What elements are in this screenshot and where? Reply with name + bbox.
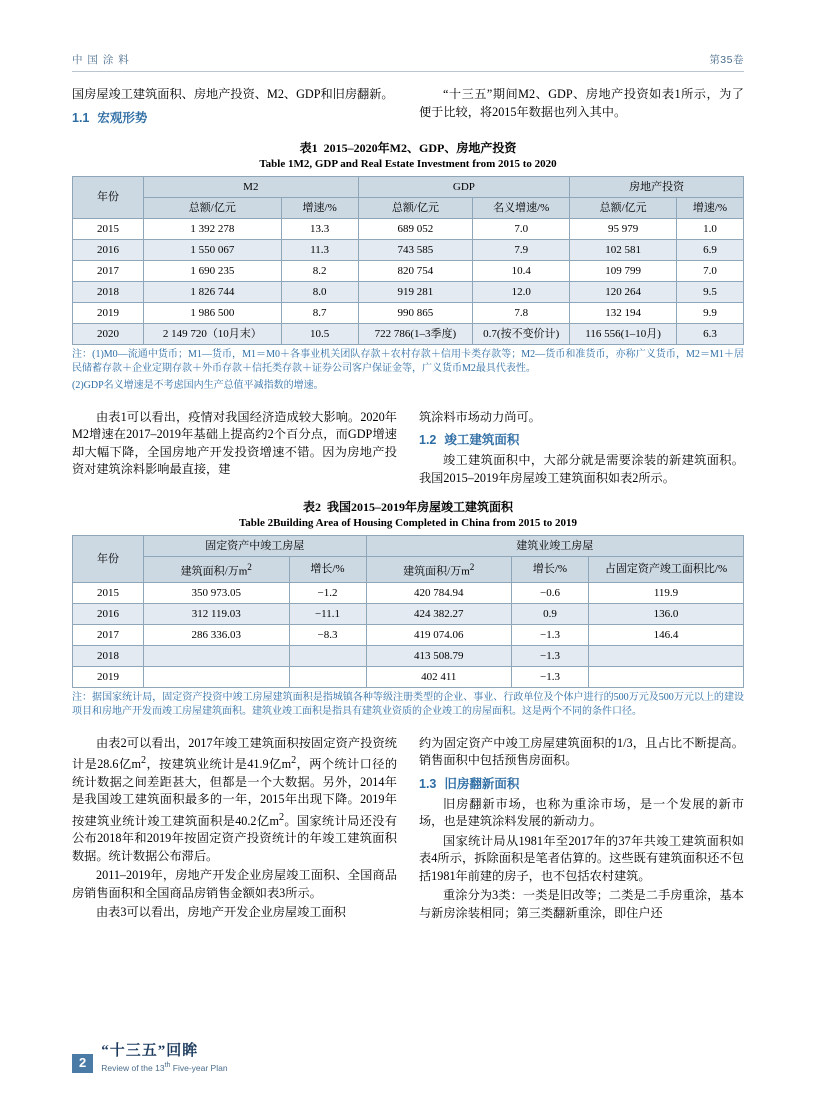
cell: 109 799 (570, 260, 677, 281)
th-fixed-assets: 固定资产中竣工房屋 (144, 536, 367, 557)
cell: 6.3 (677, 323, 744, 344)
paragraph: 重涂分为3类：一类是旧改等；二类是二手房重涂，基本与新房涂装相同；第三类翻新重涂，即住户还 (419, 888, 744, 920)
cell: 419 074.06 (366, 624, 512, 645)
cell: 132 194 (570, 302, 677, 323)
cell: 990 865 (358, 302, 473, 323)
cell: 820 754 (358, 260, 473, 281)
table-1-note-1: 注：(1)M0—流通中货币；M1—货币，M1＝M0＋各事业机关团队存款＋农村存款＋信用卡类存款等；M2—货币和准货币，亦称广义货币，M2＝M1＋居民储蓄存款＋企业定期存款＋外币存款＋信托类存款＋证券公司客户保证金等，广义货币M2最具代表性。 (72, 348, 744, 374)
th-sub-3: 增长/% (512, 557, 589, 583)
bottom-left-column (72, 735, 397, 925)
th-sub-4: 占固定资产竣工面积比/% (589, 557, 744, 583)
table-2-block (72, 499, 744, 719)
middle-columns (72, 409, 744, 490)
section-title: 宏观形势 (97, 110, 148, 125)
cell: 2018 (73, 281, 144, 302)
cell: 312 119.03 (144, 603, 290, 624)
cell: 7.0 (677, 260, 744, 281)
table-2-caption-en (72, 516, 744, 531)
cell: 424 382.27 (366, 603, 512, 624)
cell (289, 666, 366, 687)
cell: 2019 (73, 302, 144, 323)
cell: 2017 (73, 260, 144, 281)
cell: 286 336.03 (144, 624, 290, 645)
cell: 119.9 (589, 582, 744, 603)
cell: −1.3 (512, 645, 589, 666)
th-sub-3: 名义增速/% (473, 197, 570, 218)
volume-label: 第35卷 (709, 54, 744, 66)
cell: 7.9 (473, 239, 570, 260)
bottom-right-column (419, 735, 744, 925)
cell: −1.3 (512, 624, 589, 645)
paragraph: 旧房翻新市场，也称为重涂市场，是一个发展的新市场，也是建筑涂料发展的新动力。 (419, 796, 744, 829)
table-row (73, 666, 744, 687)
top-left-column (72, 86, 397, 130)
cell: 10.5 (281, 323, 358, 344)
table-1-number-cn: 表1 (299, 140, 318, 155)
cell: 0.7(按不变价计) (473, 323, 570, 344)
cell: 9.5 (677, 281, 744, 302)
cell: 1 392 278 (144, 218, 282, 239)
table-row (73, 603, 744, 624)
cell: 10.4 (473, 260, 570, 281)
section-number: 1.1 (72, 110, 90, 125)
section-number: 1.3 (419, 776, 437, 791)
cell: 146.4 (589, 624, 744, 645)
table-1-number-en: Table 1 (259, 157, 294, 170)
th-construction-industry: 建筑业竣工房屋 (366, 536, 744, 557)
top-right-column (419, 86, 744, 130)
cell: −8.3 (289, 624, 366, 645)
th-year: 年份 (73, 536, 144, 583)
section-heading-1-2 (419, 430, 744, 448)
section-heading-1-1 (72, 108, 397, 126)
table-row (73, 624, 744, 645)
table-2-number-cn: 表2 (302, 500, 321, 514)
table-1-body (73, 218, 744, 344)
paragraph: 国房屋竣工建筑面积、房地产投资、M2、GDP和旧房翻新。 (72, 87, 394, 101)
cell: 8.2 (281, 260, 358, 281)
cell: −0.6 (512, 582, 589, 603)
table-1-title-en: M2, GDP and Real Estate Investment from 2015 to 2020 (293, 157, 557, 170)
section-number: 1.2 (419, 433, 437, 447)
paragraph: “十三五”期间M2、GDP、房地产投资如表1所示，为了便于比较，将2015年数据也列入其中。 (419, 87, 744, 119)
cell: 2017 (73, 624, 144, 645)
cell: −1.3 (512, 666, 589, 687)
cell: 102 581 (570, 239, 677, 260)
cell: 2016 (73, 239, 144, 260)
paragraph: 2011–2019年，房地产开发企业房屋竣工面积、全国商品房销售面积和全国商品房销售金额如表3所示。 (72, 868, 397, 900)
cell: 1.0 (677, 218, 744, 239)
cell: 120 264 (570, 281, 677, 302)
cell: 6.9 (677, 239, 744, 260)
table-row (73, 645, 744, 666)
running-head (72, 52, 744, 72)
paragraph: 由表3可以看出，房地产开发企业房屋竣工面积 (96, 905, 346, 920)
th-realestate: 房地产投资 (570, 176, 744, 197)
cell: 7.0 (473, 218, 570, 239)
table-2-note: 注：据国家统计局，固定资产投资中竣工房屋建筑面积是指城镇各种等级注册类型的企业、事业、行政单位及个体户进行的500万元及500万元以上的建设项目和房地产开发而竣工房屋建筑面积。建筑业竣工面积是指具有建筑业资质的企业竣工的房屋面积。这是两个不同的条件口径。 (72, 691, 744, 717)
cell (289, 645, 366, 666)
paragraph: 筑涂料市场动力尚可。 (419, 409, 541, 424)
table-2-caption-cn (72, 499, 744, 515)
section-heading-1-3 (419, 774, 744, 792)
table-row (73, 302, 744, 323)
cell (589, 645, 744, 666)
cell: 1 826 744 (144, 281, 282, 302)
th-sub-1: 增速/% (281, 197, 358, 218)
section-title: 竣工建筑面积 (444, 433, 520, 447)
paragraph: 约为固定资产中竣工房屋建筑面积的1/3，且占比不断提高。销售面积中包括预售房面积。 (419, 735, 744, 768)
table-row (73, 323, 744, 344)
th-gdp: GDP (358, 176, 570, 197)
th-sub-2: 建筑面积/万$m^2$ (366, 557, 512, 583)
table-row (73, 582, 744, 603)
cell (144, 666, 290, 687)
th-sub-2: 总额/亿元 (358, 197, 473, 218)
cell: 2020 (73, 323, 144, 344)
cell: 689 052 (358, 218, 473, 239)
paragraph: 由表2可以看出，2017年竣工建筑面积按固定资产投资统计是28.6亿$m^2$，按建筑业统计是41.9亿$m^2$，两个统计口径的统计数据之间差距甚大，但都是一个大数据。另外，2014年是我国竣工建筑面积最多的一年，2015年出现下降。2019年按建筑业统计竣工建筑面积是40.2亿$m^2$。国家统计局还没有公布2018年和2019年按固定资产投资统计的年竣工建筑面积数据。统计数据公布滞后。 (72, 735, 398, 863)
table-2-head (73, 536, 744, 583)
cell: 9.9 (677, 302, 744, 323)
footer-title-en: Review of the 13th Five-year Plan (101, 1062, 228, 1073)
cell: 2019 (73, 666, 144, 687)
table-1-caption-en (72, 157, 744, 172)
table-2-title-cn: 我国2015–2019年房屋竣工建筑面积 (327, 500, 514, 514)
th-sub-4: 总额/亿元 (570, 197, 677, 218)
table-1-sub-header-row (73, 197, 744, 218)
table-2 (72, 535, 744, 688)
cell: −11.1 (289, 603, 366, 624)
table-1 (72, 176, 744, 345)
cell: 13.3 (281, 218, 358, 239)
table-1-group-header-row (73, 176, 744, 197)
table-1-note-2: (2)GDP名义增速是不考虑国内生产总值平减指数的增速。 (72, 379, 324, 391)
cell: 350 973.05 (144, 582, 290, 603)
table-1-caption-cn (72, 140, 744, 156)
cell: 8.0 (281, 281, 358, 302)
table-2-number-en: Table 2 (238, 517, 274, 529)
th-sub-0: 总额/亿元 (144, 197, 282, 218)
table-row (73, 260, 744, 281)
page-number: 2 (72, 1054, 93, 1073)
cell: 413 508.79 (366, 645, 512, 666)
th-m2: M2 (144, 176, 359, 197)
footer-title-cn: “十三五”回眸 (101, 1043, 199, 1060)
cell: 11.3 (281, 239, 358, 260)
bottom-columns (72, 735, 744, 925)
table-row (73, 218, 744, 239)
cell: −1.2 (289, 582, 366, 603)
th-sub-0: 建筑面积/万$m^2$ (144, 557, 290, 583)
page-footer (72, 1044, 228, 1073)
th-sub-5: 增速/% (677, 197, 744, 218)
cell (144, 645, 290, 666)
cell: 722 786(1–3季度) (358, 323, 473, 344)
cell: 0.9 (512, 603, 589, 624)
paragraph: 由表1可以看出，疫情对我国经济造成较大影响。2020年M2增速在2017–2019年基础上提高约2个百分点，而GDP增速却大幅下降，全国房地产开发投资增速不错。因为房地产投资对建筑涂料影响最直接，建 (72, 409, 397, 476)
middle-left-column (72, 409, 397, 490)
cell: 136.0 (589, 603, 744, 624)
cell: 8.7 (281, 302, 358, 323)
cell: 116 556(1–10月) (570, 323, 677, 344)
table-2-sub-header-row (73, 557, 744, 583)
cell: 1 986 500 (144, 302, 282, 323)
cell: 7.8 (473, 302, 570, 323)
top-columns (72, 86, 744, 130)
table-2-body (73, 582, 744, 687)
footer-text (101, 1044, 227, 1073)
cell (589, 666, 744, 687)
table-1-title-cn: 2015–2020年M2、GDP、房地产投资 (323, 140, 517, 155)
cell: 1 690 235 (144, 260, 282, 281)
paragraph: 国家统计局从1981年至2017年的37年共竣工建筑面积如表4所示，拆除面积是笔者估算的。这些既有建筑面积还不包括1981年前建的房子，也不包括农村建筑。 (419, 833, 744, 883)
cell: 402 411 (366, 666, 512, 687)
cell: 12.0 (473, 281, 570, 302)
cell: 95 979 (570, 218, 677, 239)
table-row (73, 239, 744, 260)
table-row (73, 281, 744, 302)
th-year: 年份 (73, 176, 144, 218)
cell: 2018 (73, 645, 144, 666)
table-2-group-header-row (73, 536, 744, 557)
th-sub-1: 增长/% (289, 557, 366, 583)
cell: 2015 (73, 218, 144, 239)
cell: 420 784.94 (366, 582, 512, 603)
table-2-title-en: Building Area of Housing Completed in China from 2015 to 2019 (273, 517, 578, 529)
table-1-block (72, 140, 744, 393)
journal-name: 中 国 涂 料 (72, 54, 130, 66)
cell: 2015 (73, 582, 144, 603)
cell: 1 550 067 (144, 239, 282, 260)
section-title: 旧房翻新面积 (444, 776, 520, 791)
middle-right-column (419, 409, 744, 490)
paragraph: 竣工建筑面积中，大部分就是需要涂装的新建筑面积。我国2015–2019年房屋竣工建筑面积如表2所示。 (419, 453, 744, 485)
cell: 2 149 720（10月末） (144, 323, 282, 344)
table-1-head (73, 176, 744, 218)
cell: 919 281 (358, 281, 473, 302)
cell: 2016 (73, 603, 144, 624)
cell: 743 585 (358, 239, 473, 260)
